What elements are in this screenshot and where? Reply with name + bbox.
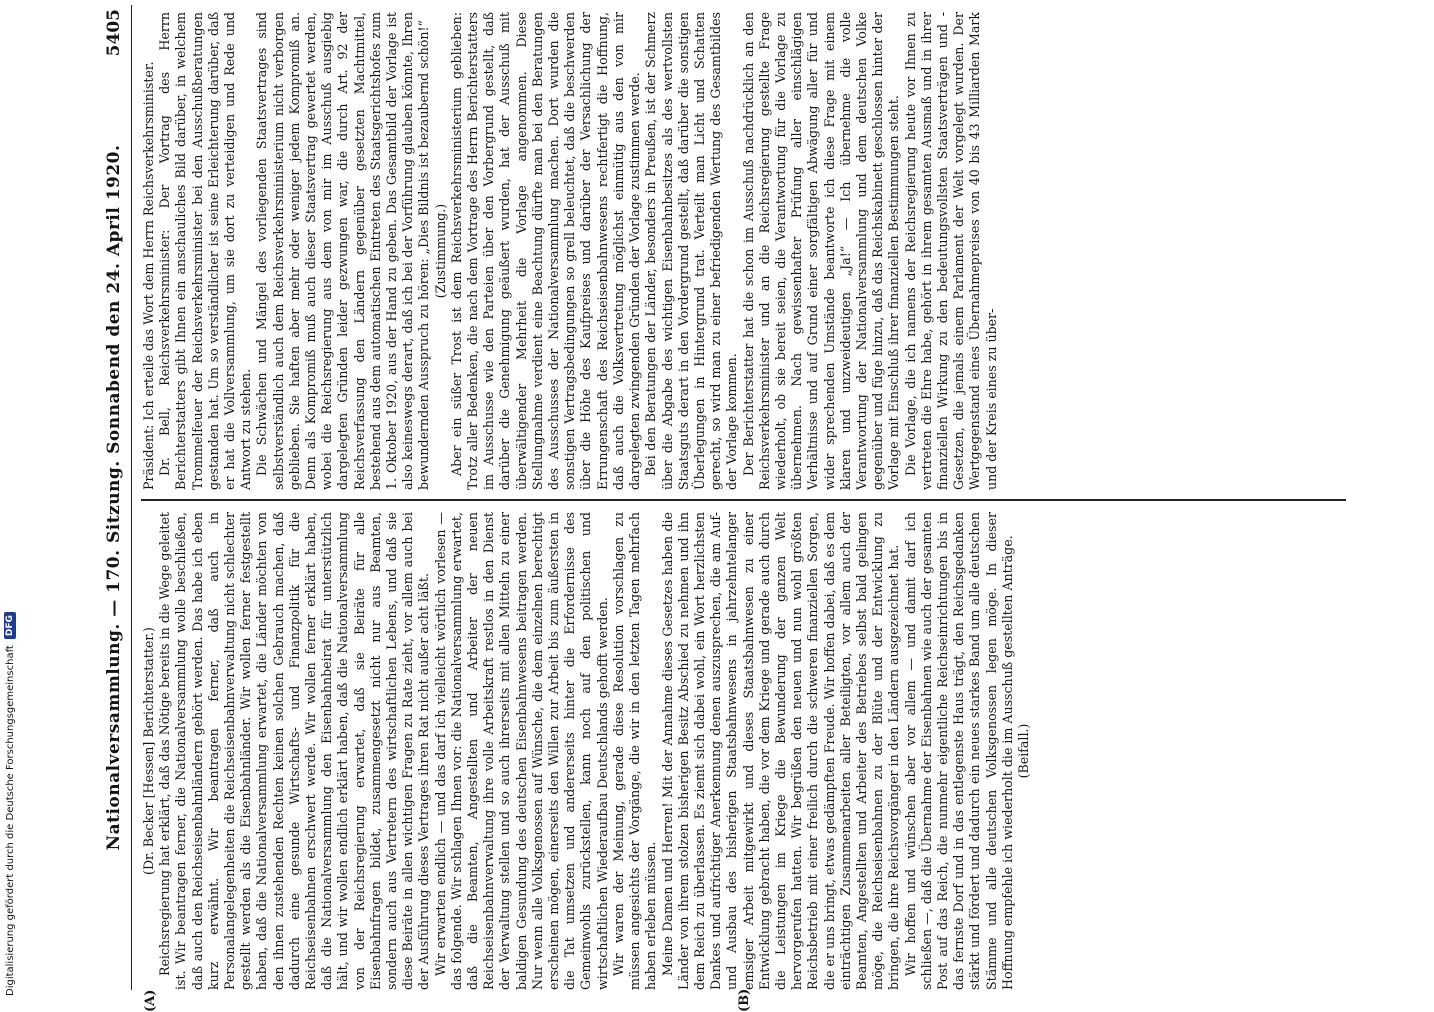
paragraph: Reichsregierung hat erklärt, daß das Nötige bereits in die Wege geleitet ist. Wir beantragen ferner, die Nationalversammlung wolle beschließen, daß auch den Reichseisenbahnländern gehört werden. Das habe ich eben kurz erwähnt. Wir beantragen ferner, daß auch in Personalangelegenheiten die Reichseisenbahnverwaltung nicht schlechter gestellt werden als die Eisenbahnländer. Wir wollen ferner festgestellt haben, daß die Nationalversammlung erwartet, die Länder möchten von den ihnen zustehenden Rechten keinen solchen Gebrauch machen, daß dadurch eine gesunde Wirtschafts- und Finanzpolitik für die Reichseisenbahnen erschwert werde. Wir wollen ferner erklärt haben, daß die Nationalversammlung den Eisenbahnbeirat für unterstützlich hält, und wir wollen endlich erklärt haben, daß die Nationalversammlung von der Reichsregierung erwartet, daß sie Beiräte für alle Eisenbahnfragen bildet, zusammengesetzt nicht nur aus Beamten, sondern auch aus Vertretern des wirtschaftlichen Lebens, und daß sie diese Beiräte in allen wichtigen Fragen zu Rate zieht, vor allem auch bei der Ausführung dieses Vertrages ihren Rat nicht außer acht läßt. — [157, 512, 432, 990]
page-number: 5405 — [104, 9, 124, 57]
paragraph: Dr. Bell, Reichsverkehrsminister: Der Vortrag des Herrn Berichterstatters gibt Ihnen ein anschauliches Bild darüber, in welchem Trommelfeuer der Reichsverkehrsminister bei den Ausschußberatungen gestanden hat. Um so verständlicher ist seine Erleichterung darüber, daß er hat die Vollversammlung, um sie dort zu verteidigen und Rede und Antwort zu stehen. — [157, 12, 254, 490]
paragraph: (Beifall.) — [1015, 723, 1031, 779]
paragraph: Die Vorlage, die ich namens der Reichsregierung heute vor Ihnen zu vertreten die Ehre habe, gehört in ihrem gesamten Ausmaß und in ihrer finanziellen Wirkung zu den bedeutungsvollsten Staatsverträgen und -Gesetzen, die jemals einem Parlament der Welt vorgelegt wurden. Der Wertgegenstand eines Übernahmepreises von 40 bis 43 Milliarden Mark und der Kreis eines zu über- — [902, 12, 999, 490]
paragraph: Bei den Beratungen der Länder, besonders in Preußen, ist der Schmerz über die Abgabe des wichtigen Eisenbahnbesitzes als des wertvollsten Staatsguts derart in den Vordergrund gestellt, daß darüber die sonstigen Überlegungen in Hintergrund trat. Verteilt man Licht und Schatten gerecht, so wird man zu einer befriedigenden Wertung des Gesamtbildes der Vorlage kommen. — [643, 12, 740, 490]
credit-text: Digitalisierung gefördert durch die Deutsche Forschungsgemeinschaft — [4, 645, 16, 996]
header-rule — [131, 5, 132, 990]
paragraph: (Dr. Becker [Hessen] Berichterstatter.) — [141, 627, 156, 875]
header-title: Nationalversammlung. — 170. Sitzung. Sonnabend den 24. April 1920. — [104, 144, 124, 851]
paragraph: Die Schwächen und Mängel des vorliegenden Staatsvertrages sind selbstverständlich auch dem Reichsverkehrsministerium nicht verborgen geblieben. Sie haften aber mehr oder weniger jedem Kompromiß an. Denn als Kompromiß muß auch dieser Staatsvertrag gewertet werden, wobei die Reichsregierung aus dem von mir im Ausschuß ausgiebig dargelegten Gründen leider gezwungen war, die durch Art. 92 der Reichsverfassung den Ländern gegenüber gesetzten Machtmittel, bestehend aus dem automatischen Eintreten des Staatsgerichtshofes zum 1. Oktober 1920, aus der Hand zu geben. Das Gesamtbild der Vorlage ist also keineswegs derart, daß ich bei der Vorführung glauben könnte, Ihren bewundernden Ausspruch zu hören: „Dies Bildnis ist bezaubernd schön!“ — [254, 12, 432, 490]
paragraph: (Zustimmung.) — [432, 203, 448, 299]
paragraph: Wir waren der Meinung, gerade diese Resolution vorschlagen zu müssen angesichts der Vorgänge, die wir in den letzten Tagen mehrfach haben erleben müssen. — [610, 512, 659, 990]
document-page — [97, 5, 1357, 1012]
margin-letter-a: (A) — [143, 989, 158, 1012]
left-column — [141, 512, 1346, 990]
dfg-logo: DFG — [4, 612, 16, 639]
right-column — [141, 12, 1346, 490]
paragraph: Meine Damen und Herren! Mit der Annahme dieses Gesetzes haben die Länder von ihrem stolzen bisherigen Besitz Abschied zu nehmen und ihn dem Reich zu überlassen. Es ziemt sich dabei wohl, ein Wort herzlichsten Dankes und aufrichtiger Anerkennung denen auszusprechen, die am Auf- und Ausbau des bisherigen Staatsbahnwesens in jahrzehntelanger emsiger Arbeit mitgewirkt und dieses Staatsbahnwesen zu einer Entwicklung gebracht haben, die vor dem Kriege und gerade auch durch die Leistungen im Kriege die Bewunderung der ganzen Welt hervorgerufen hatten. Wir begrüßen den neuen und nun wohl größten Reichsbetrieb mit einer freilich durch die schweren finanziellen Sorgen, die er uns bringt, etwas gedämpften Freude. Wir hoffen dabei, daß es dem einträchtigen Zusammenarbeiten aller Beteiligten, vor allem auch der Beamten, Angestellten und Arbeiter des Betriebes selbst bald gelingen möge, die Reichseisenbahnen zu der Blüte und der Entwicklung zu bringen, die ihre Reichsvorgänger in den Ländern ausgezeichnet hat. — [659, 512, 902, 990]
margin-letter-b: (B) — [737, 988, 752, 1012]
dfg-credit — [4, 612, 16, 996]
paragraph: Präsident: Ich erteile das Wort dem Herrn Reichsverkehrsminister. — [141, 61, 156, 490]
page-header — [97, 5, 131, 990]
paragraph: Wir erwarten endlich — und das darf ich vielleicht wörtlich vorlesen — das folgende. Wir schlagen Ihnen vor: die Nationalversammlung erwartet, daß die Beamten, Angestellten und Arbeiter der neuen Reichseisenbahnverwaltung ihre volle Arbeitskraft restlos in den Dienst der Verwaltung stellen und so auch ihrerseits mit allen Mitteln zu einer baldigen Gesundung des deutschen Eisenbahnwesens beitragen werden. Nur wenn alle Volksgenossen auf Wünsche, die dem einzelnen berechtigt erscheinen mögen, einerseits den Willen zur Arbeit bis zum äußersten in die Tat umsetzen und andererseits hinter die Erfordernisse des Gemeinwohls zurückstellen, kann noch auf den politischen und wirtschaftlichen Wiederaufbau Deutschlands gehofft werden. — [432, 512, 610, 990]
column-divider — [141, 500, 1346, 502]
paragraph: Wir hoffen und wünschen aber vor allem — und damit darf ich schließen —, daß die Übernahme der Eisenbahnen wie auch der gesamten Post auf das Reich, die nunmehr eigentliche Reichseinrichtungen bis in das fernste Dorf und in das entlegenste Haus trägt, den Reichsgedanken stärkt und fördert und dadurch ein neues starkes Band um alle deutschen Stämme und alle deutschen Volksgenossen legen möge. In dieser Hoffnung empfehle ich wiederholt die im Ausschuß gestellten Anträge. — [902, 512, 1015, 990]
paragraph: Aber ein süßer Trost ist dem Reichsverkehrsministerium geblieben: Trotz aller Bedenken, die nach dem Vortrage des Herrn Berichterstatters im Ausschusse wie den Parteien über den Vorbergrund gestellt, daß darüber die Genehmigung geäußert wurden, hat der Ausschuß mit überwältigender Mehrheit die Vorlage angenommen. Diese Stellungnahme verdient eine Beachtung dürfte man bei den Beratungen des Ausschusses der Nationalversammlung machen. Dort wurden die sonstigen Vertragsbedingungen so grell beleuchtet, daß die beschwerden über die Höhe des Kaufpreises und darüber der Versachlichung der Errungenschaft des Reichseisenbahnwesens rechtfertigt die Hoffnung, daß auch die Volksvertretung möglichst einmütig aus den von mir dargelegten zwingenden Gründen der Vorlage zustimmen werde. — [448, 12, 643, 490]
paragraph: Der Berichterstatter hat die schon im Ausschuß nachdrücklich an den Reichsverkehrsminister und an die Reichsregierung gestellte Frage wiederholt, ob sie bereit seien, die Verantwortung für die Vorlage zu übernehmen. Nach gewissenhafter Prüfung aller einschlägigen Verhältnisse und auf Grund einer sorgfältigen Abwägung aller für und wider sprechenden Umstände beantworte ich diese Frage mit einem klaren und unzweideutigen „Ja!“ — Ich übernehme die volle Verantwortung der Nationalversammlung und dem deutschen Volke gegenüber und füge hinzu, daß das Reichskabinett geschlossen hinter der Vorlage mit Einschluß ihrer finanziellen Bestimmungen steht. — [740, 12, 902, 490]
